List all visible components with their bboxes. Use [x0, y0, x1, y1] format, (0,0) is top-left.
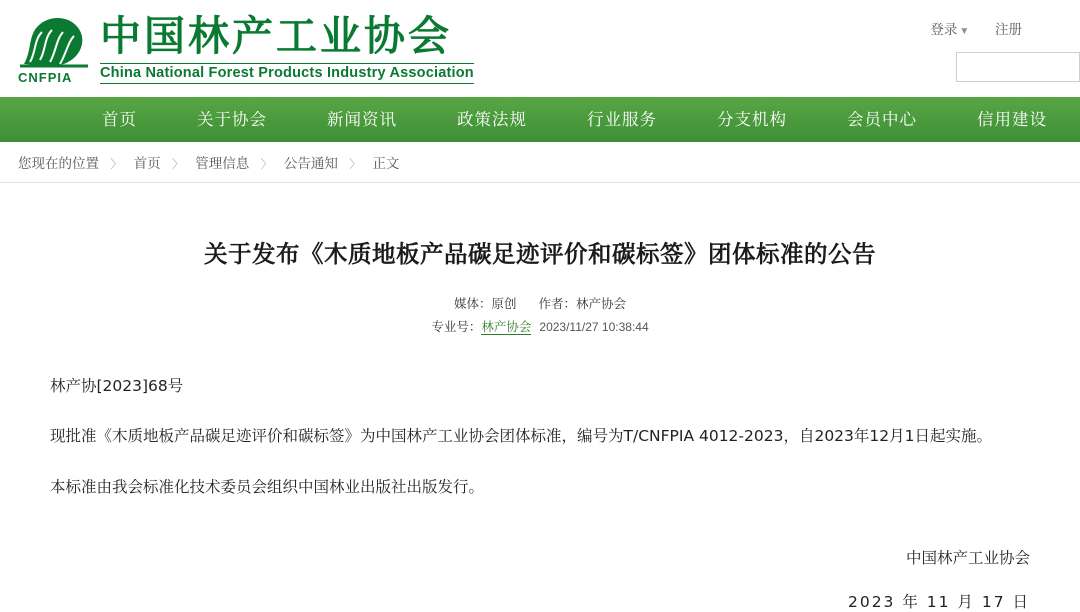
nav-item-home[interactable]: 首页: [102, 110, 137, 129]
breadcrumb-separator: 〉: [171, 157, 184, 171]
breadcrumb: [18, 152, 399, 172]
nav-item-services[interactable]: 行业服务: [587, 110, 657, 129]
nav-item-news[interactable]: 新闻资讯: [327, 110, 397, 129]
column-label: 专业号：: [431, 319, 482, 334]
breadcrumb-separator: 〉: [349, 157, 362, 171]
search-input[interactable]: [957, 53, 1079, 81]
article: [0, 235, 1080, 612]
breadcrumb-bar: [0, 142, 1080, 183]
main-nav: [0, 97, 1080, 142]
site-logo[interactable]: [18, 10, 474, 88]
article-paragraph-1: 现批准《木质地板产品碳足迹评价和碳标签》为中国林产工业协会团体标准，编号为T/CNFPIA 4012-2023，自2023年12月1日起实施。: [50, 427, 992, 446]
search-box[interactable]: [956, 52, 1080, 82]
signature: 中国林产工业协会: [905, 549, 1030, 568]
top-links: [908, 18, 1022, 38]
logo-abbr: CNFPIA: [18, 70, 73, 85]
nav-item-about[interactable]: 关于协会: [197, 110, 267, 129]
page-title: 关于发布《木质地板产品碳足迹评价和碳标签》团体标准的公告: [204, 240, 876, 268]
login-label: 登录: [930, 22, 958, 37]
tree-logo-icon: [18, 10, 92, 88]
signature-date: 2023 年 11 月 17 日: [847, 593, 1030, 612]
register-link[interactable]: 注册: [995, 22, 1022, 37]
article-paragraph-2: 本标准由我会标准化技术委员会组织中国林业出版社出版发行。: [50, 477, 485, 496]
nav-item-members[interactable]: 会员中心: [847, 110, 917, 129]
breadcrumb-prefix: 您现在的位置: [18, 156, 99, 172]
nav-item-branches[interactable]: 分支机构: [717, 110, 787, 129]
breadcrumb-item-management[interactable]: 管理信息: [195, 156, 250, 172]
author-label: 作者：林产协会: [538, 296, 627, 311]
breadcrumb-item-home[interactable]: 首页: [133, 156, 161, 172]
login-link[interactable]: [930, 22, 969, 37]
article-body: [50, 372, 1030, 502]
breadcrumb-item-notices[interactable]: 公告通知: [283, 156, 338, 172]
breadcrumb-separator: 〉: [110, 157, 123, 171]
nav-item-policy[interactable]: 政策法规: [457, 110, 527, 129]
timestamp: 2023/11/27 10:38:44: [539, 320, 649, 334]
logo-english-name: China National Forest Products Industry Association: [100, 63, 474, 84]
article-meta-line-1: [50, 294, 1030, 312]
media-label: 媒体：原创: [453, 296, 517, 311]
article-meta-line-2: [50, 317, 1030, 335]
breadcrumb-separator: 〉: [260, 157, 273, 171]
document-number: 林产协[2023]68号: [50, 377, 184, 395]
chevron-down-icon: ▼: [959, 26, 970, 37]
logo-chinese-name: 中国林产工业协会: [100, 12, 452, 60]
site-header: [0, 0, 1080, 97]
account-link[interactable]: 林产协会: [481, 319, 532, 334]
nav-item-credit[interactable]: 信用建设: [977, 110, 1047, 129]
breadcrumb-item-current: 正文: [372, 156, 400, 172]
